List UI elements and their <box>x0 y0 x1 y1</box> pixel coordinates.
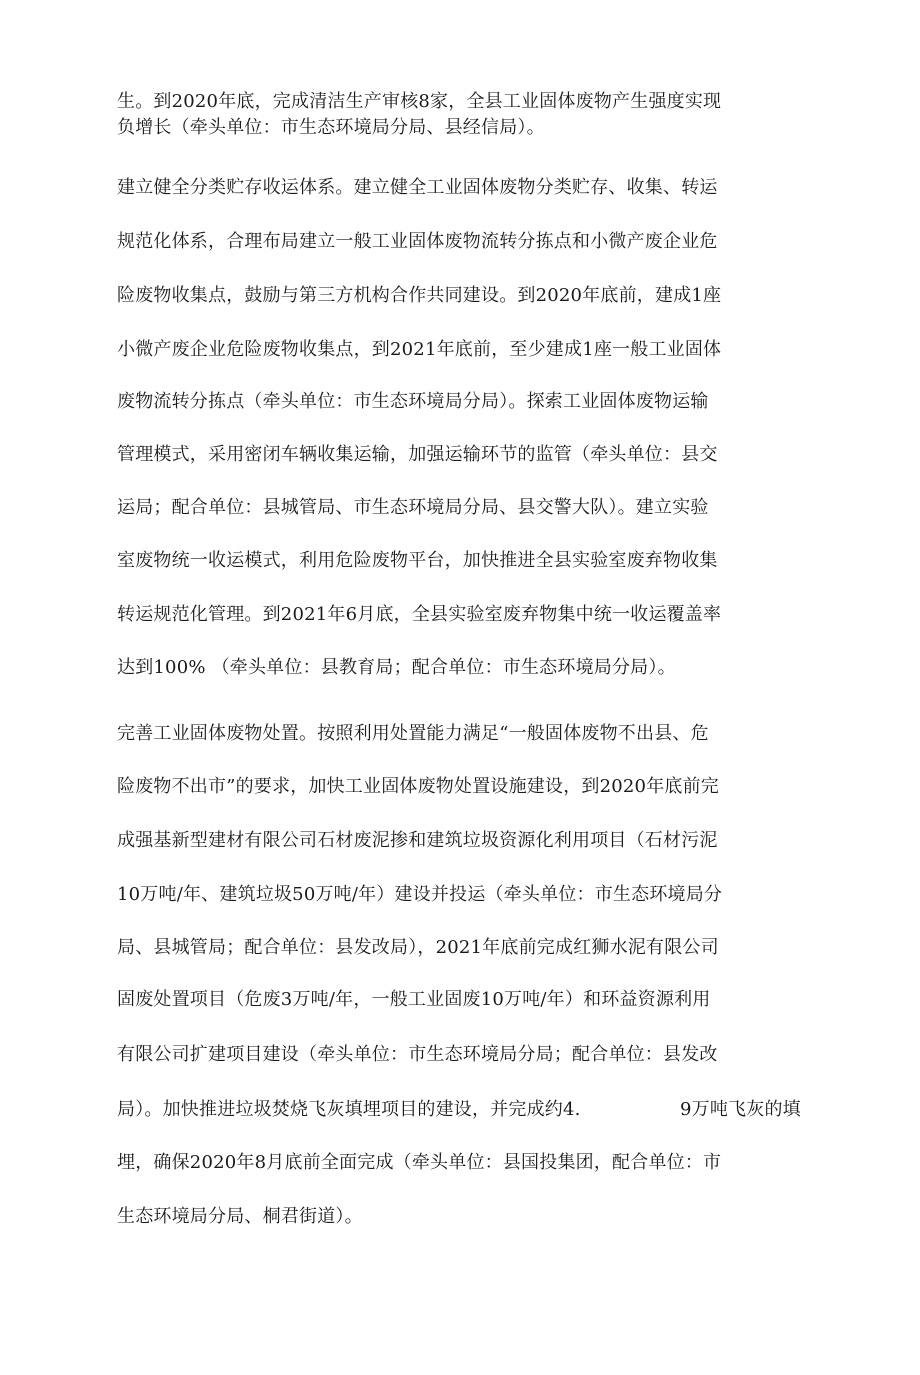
disposal-line-3: 成强基新型建材有限公司石材废泥掺和建筑垃圾资源化利用项目（石材污泥 <box>117 830 718 851</box>
storage-line-3: 险废物收集点，鼓励与第三方机构合作共同建设。到2020年底前，建成1座 <box>117 285 722 306</box>
disposal-line-4: 10万吨/年、建筑垃圾50万吨/年）建设并投运（牵头单位：市生态环境局分 <box>117 884 723 905</box>
disposal-line-2: 险废物不出市”的要求，加快工业固体废物处置设施建设，到2020年底前完 <box>117 776 720 797</box>
storage-line-2: 规范化体系，合理布局建立一般工业固体废物流转分拣点和小微产废企业危 <box>117 231 718 252</box>
storage-line-6: 管理模式，采用密闭车辆收集运输，加强运输环节的监管（牵头单位：县交 <box>117 444 718 465</box>
disposal-line-8-right: 9万吨飞灰的填 <box>680 1099 801 1120</box>
disposal-line-5: 局、县城管局；配合单位：县发改局），2021年底前完成红狮水泥有限公司 <box>117 937 719 958</box>
disposal-line-8: 局）。加快推进垃圾焚烧飞灰填埋项目的建设，并完成约4. <box>117 1099 581 1120</box>
disposal-line-1: 完善工业固体废物处置。按照利用处置能力满足“一般固体废物不出县、危 <box>117 723 709 744</box>
storage-line-10: 达到100% （牵头单位：县教育局；配合单位：市生态环境局分局）。 <box>117 657 676 678</box>
disposal-line-9: 埋，确保2020年8月底前全面完成（牵头单位：县国投集团，配合单位：市 <box>117 1152 722 1173</box>
storage-line-8: 室废物统一收运模式，利用危险废物平台，加快推进全县实验室废弃物收集 <box>117 550 718 571</box>
disposal-line-7: 有限公司扩建项目建设（牵头单位：市生态环境局分局；配合单位：县发改 <box>117 1044 718 1065</box>
storage-line-7: 运局；配合单位：县城管局、市生态环境局分局、县交警大队）。建立实验 <box>117 497 709 518</box>
intro-line-1: 生。到2020年底，完成清洁生产审核8家，全县工业固体废物产生强度实现 <box>117 91 722 112</box>
intro-line-2: 负增长（牵头单位：市生态环境局分局、县经信局）。 <box>117 117 545 138</box>
storage-line-1: 建立健全分类贮存收运体系。建立健全工业固体废物分类贮存、收集、转运 <box>117 177 718 198</box>
storage-line-5: 废物流转分拣点（牵头单位：市生态环境局分局）。探索工业固体废物运输 <box>117 391 709 412</box>
storage-line-9: 转运规范化管理。到2021年6月底，全县实验室废弃物集中统一收运覆盖率 <box>117 604 722 625</box>
disposal-line-10: 生态环境局分局、桐君街道）。 <box>117 1206 363 1227</box>
disposal-line-6: 固废处置项目（危废3万吨/年，一般工业固废10万吨/年）和环益资源利用 <box>117 989 711 1010</box>
storage-line-4: 小微产废企业危险废物收集点，到2021年底前，至少建成1座一般工业固体 <box>117 339 722 360</box>
